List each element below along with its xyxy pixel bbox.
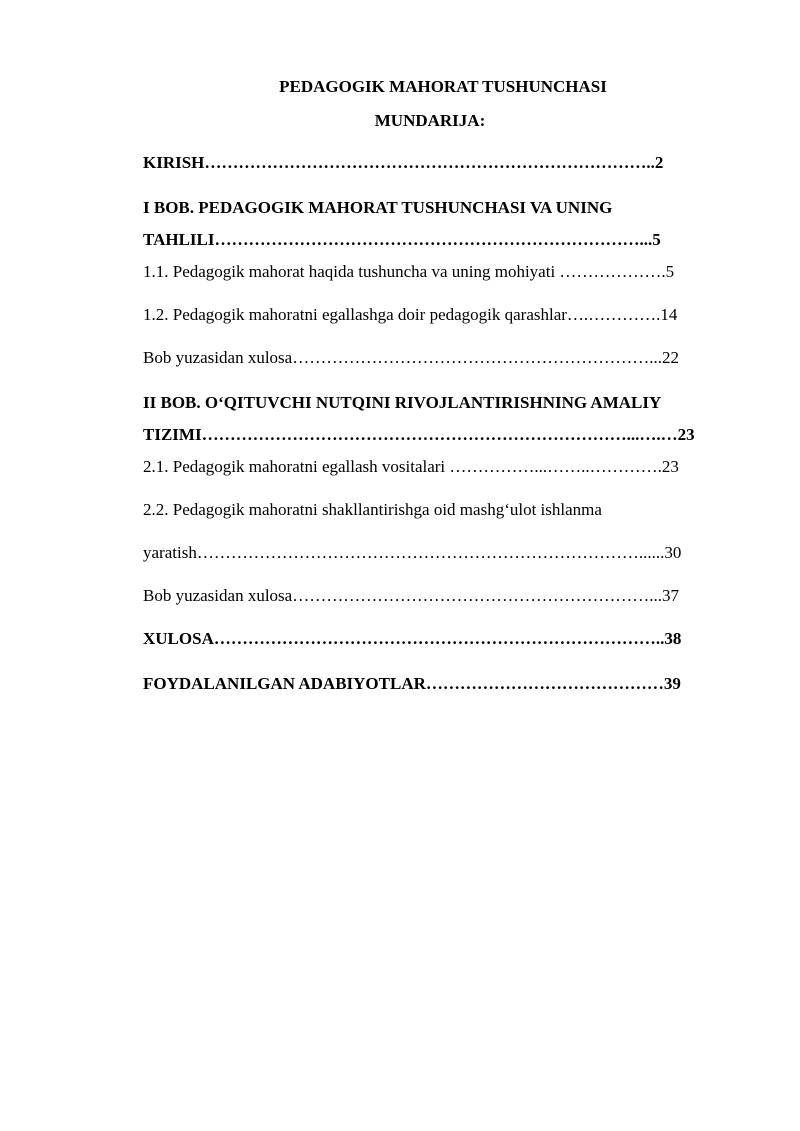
toc-entry-chapter-1-summary: Bob yuzasidan xulosa………………………………………………………...22 [143,348,679,367]
toc-entry-kirish: KIRISH……………………………………………………………………..2 [143,153,664,172]
toc-entry-chapter-1-line-1: I BOB. PEDAGOGIK MAHORAT TUSHUNCHASI VA UNING [143,198,613,217]
toc-entry-2-2-line-1: 2.2. Pedagogik mahoratni shakllantirishga oid mashg‘ulot ishlanma [143,500,602,519]
toc-entry-chapter-2-summary: Bob yuzasidan xulosa………………………………………………………...37 [143,586,679,605]
toc-entry-chapter-2-line-2: TIZIMI…………………………………………………………………...….…23 [143,425,695,444]
document-title: PEDAGOGIK MAHORAT TUSHUNCHASI [279,77,607,96]
toc-entry-2-1: 2.1. Pedagogik mahoratni egallash vositalari ……………...……..………….23 [143,457,679,476]
toc-entry-2-2-line-2: yaratish……………………………………………………………………......30 [143,543,682,562]
toc-entry-references: FOYDALANILGAN ADABIYOTLAR……………………………………39 [143,674,681,693]
toc-entry-chapter-1-line-2: TAHLILI…………………………………………………………………...5 [143,230,661,249]
toc-heading: MUNDARIJA: [374,111,486,130]
toc-entry-chapter-2-line-1: II BOB. O‘QITUVCHI NUTQINI RIVOJLANTIRISHNING AMALIY [143,393,662,412]
toc-entry-1-1: 1.1. Pedagogik mahorat haqida tushuncha va uning mohiyati ……………….5 [143,262,675,281]
toc-entry-xulosa: XULOSA……………………………………………………………………..38 [143,629,682,648]
toc-entry-1-2: 1.2. Pedagogik mahoratni egallashga doir pedagogik qarashlar….………….14 [143,305,678,324]
